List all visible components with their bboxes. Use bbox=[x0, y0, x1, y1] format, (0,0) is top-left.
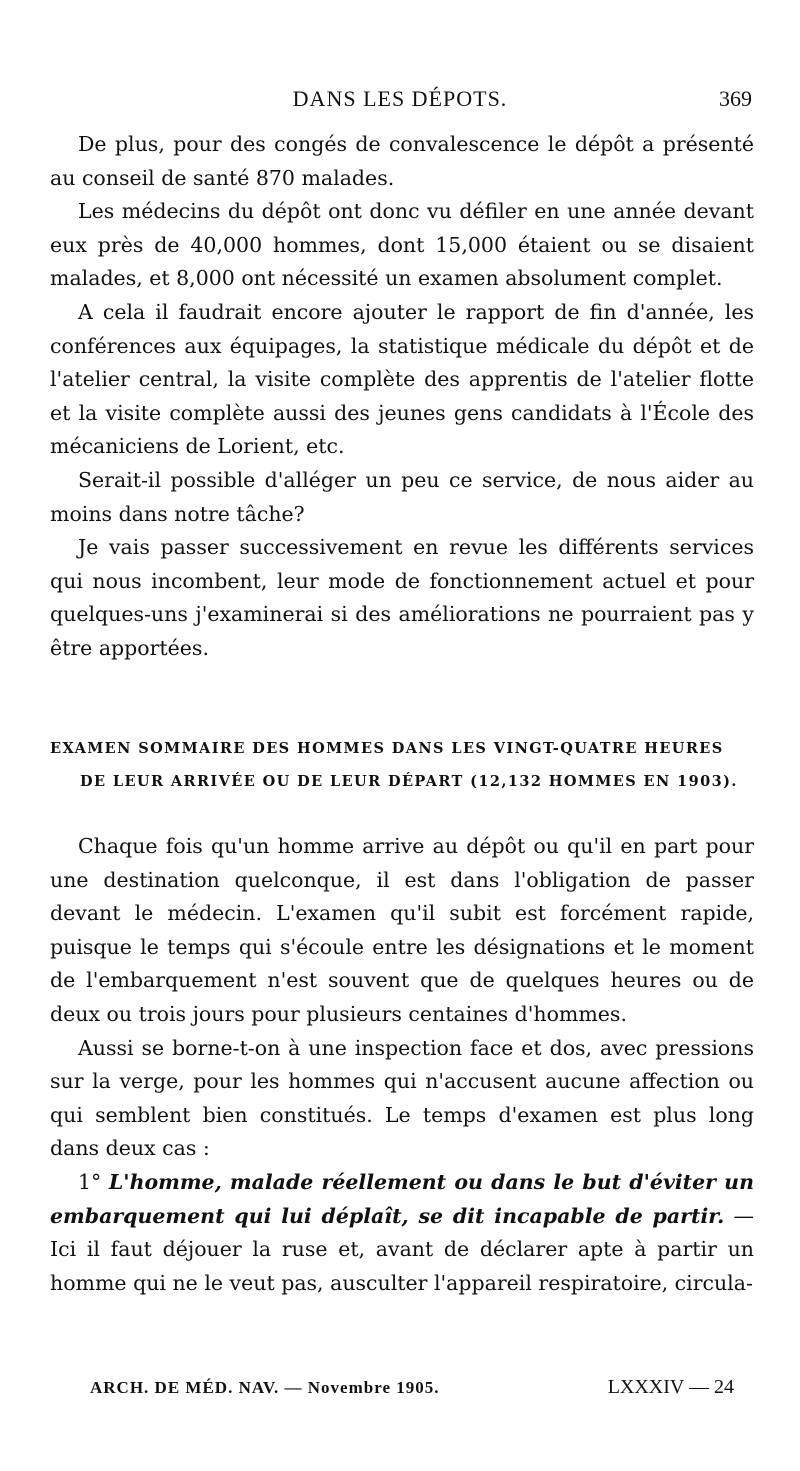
page-number: 369 bbox=[719, 86, 752, 111]
paragraph: A cela il faudrait encore ajouter le rapport de fin d'année, les conférences aux équipages, la statistique médicale du dépôt et de l'atelier central, la visite complète des apprentis de l'atelier flotte et la visite complète aussi des jeunes gens candidats à l'École des mécaniciens de Lorient, etc. bbox=[50, 299, 754, 459]
footer-signature: LXXXIV — 24 bbox=[607, 1376, 734, 1398]
footer-journal: ARCH. DE MÉD. NAV. — Novembre 1905. bbox=[90, 1378, 440, 1397]
list-item bbox=[50, 1166, 754, 1300]
body-text-bottom bbox=[50, 830, 754, 1300]
page-footer bbox=[0, 1376, 800, 1410]
paragraph: Je vais passer successivement en revue les différents services qui nous incombent, leur mode de fonctionnement actuel et pour quelques-uns j'examinerai si des améliorations ne pourraient pas y être apportées. bbox=[50, 535, 754, 660]
body-text-top bbox=[50, 128, 754, 666]
paragraph: De plus, pour des congés de convalescence le dépôt a présenté au conseil de santé 870 malades. bbox=[50, 132, 754, 190]
running-head bbox=[0, 86, 800, 122]
section-heading bbox=[50, 732, 762, 798]
running-head-title: DANS LES DÉPOTS. bbox=[292, 86, 508, 111]
list-item-italic-text: L'homme, malade réellement ou dans le but d'éviter un embarquement qui lui déplaît, se dit incapable de partir. bbox=[50, 1169, 754, 1228]
paragraph: Aussi se borne-t-on à une inspection face et dos, avec pressions sur la verge, pour les hommes qui n'accusent aucune affection ou qui semblent bien constitués. Le temps d'examen est plus long dans deux cas : bbox=[50, 1035, 754, 1161]
section-heading-line1: EXAMEN SOMMAIRE DES HOMMES DANS LES VINGT-QUATRE HEURES bbox=[50, 740, 724, 757]
paragraph: Serait-il possible d'alléger un peu ce service, de nous aider au moins dans notre tâche? bbox=[50, 467, 754, 526]
list-item-number: 1° bbox=[78, 1169, 102, 1194]
section-heading-line2: DE LEUR ARRIVÉE OU DE LEUR DÉPART (12,132 HOMMES EN 1903). bbox=[80, 773, 738, 790]
paragraph: Les médecins du dépôt ont donc vu défiler en une année devant eux près de 40,000 hommes, dont 15,000 étaient ou se disaient malades, et 8,000 ont nécessité un examen absolument complet. bbox=[50, 199, 754, 291]
list-item-text: — Ici il faut déjouer la ruse et, avant de déclarer apte à partir un homme qui ne le veut pas, ausculter l'appareil respiratoire, circula- bbox=[50, 1203, 754, 1295]
paragraph: Chaque fois qu'un homme arrive au dépôt ou qu'il en part pour une destination quelconque, il est dans l'obligation de passer devant le médecin. L'examen qu'il subit est forcément rapide, puisque le temps qui s'écoule entre les désignations et le moment de l'embarquement n'est souvent que de quelques heures ou de deux ou trois jours pour plusieurs centaines d'hommes. bbox=[50, 834, 754, 1026]
